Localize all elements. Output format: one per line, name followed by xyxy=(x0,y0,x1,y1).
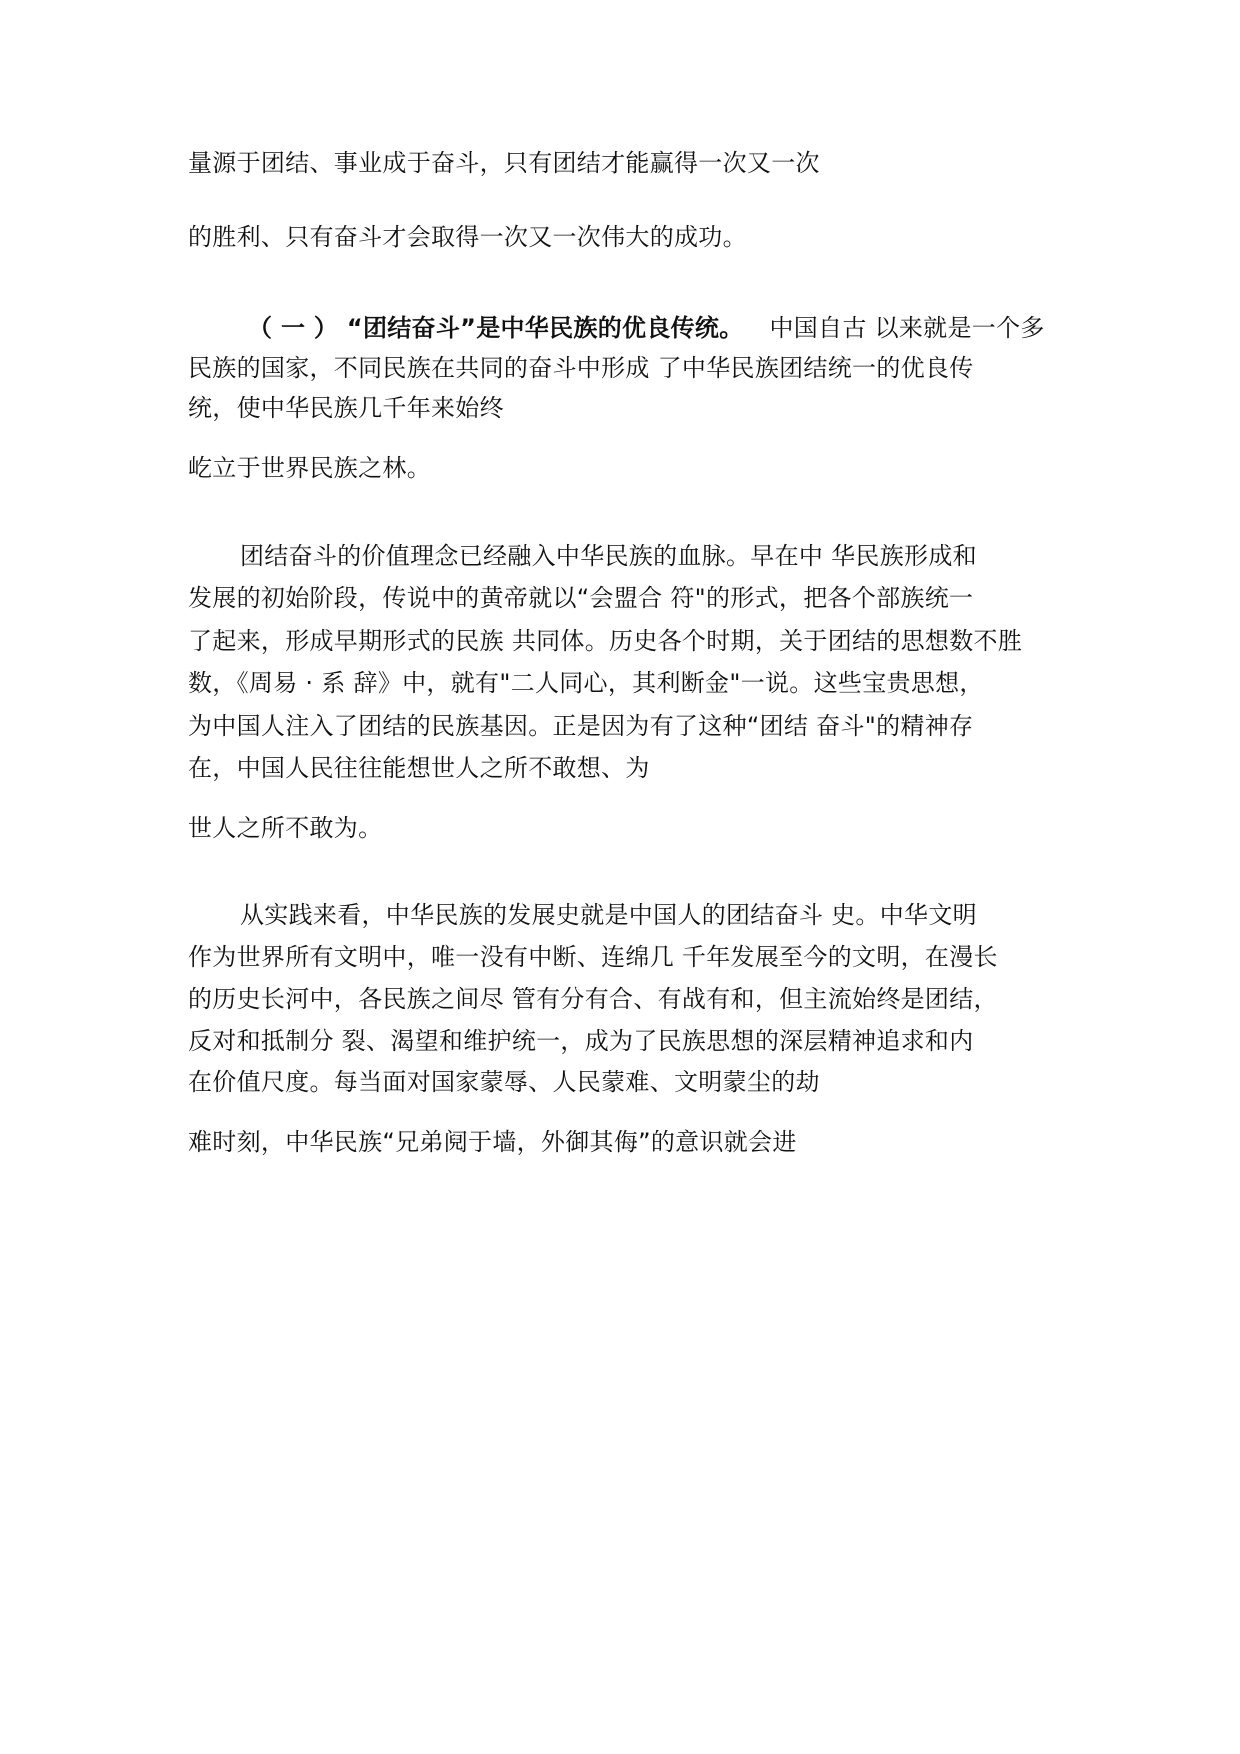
text-line: 了起来，形成早期形式的民族 共同体。历史各个时期，关于团结的思想数不胜 xyxy=(188,627,1023,655)
text-line: 为中国人注入了团结的民族基因。正是因为有了这种“团结 奋斗"的精神存 xyxy=(188,712,974,740)
text-line: 量源于团结、事业成于奋斗，只有团结才能赢得一次又一次 xyxy=(188,149,820,177)
text-line: 反对和抵制分 裂、渴望和维护统一，成为了民族思想的深层精神追求和内 xyxy=(188,1027,974,1055)
text-line: 的历史长河中，各民族之间尽 管有分有合、有战有和，但主流始终是团结， xyxy=(188,985,998,1013)
text-line: 中国自古 以来就是一个多 xyxy=(769,314,1045,342)
text-line: 的胜利、只有奋斗才会取得一次又一次伟大的成功。 xyxy=(188,223,747,251)
text-line: 在价值尺度。每当面对国家蒙辱、人民蒙难、文明蒙尘的劫 xyxy=(188,1068,820,1096)
text-line: 发展的初始阶段，传说中的黄帝就以“会盟合 符"的形式，把各个部族统一 xyxy=(188,584,974,612)
text-line: 屹立于世界民族之林。 xyxy=(188,454,431,482)
text-line: 作为世界所有文明中，唯一没有中断、连绵几 千年发展至今的文明，在漫长 xyxy=(188,943,998,971)
section-heading-line xyxy=(248,313,1045,343)
text-line: 从实践来看，中华民族的发展史就是中国人的团结奋斗 史。中华文明 xyxy=(240,901,977,929)
section-heading: （ 一 ） “团结奋斗”是中华民族的优良传统。 xyxy=(248,314,744,342)
text-line: 数，《周易 · 系 辞》中，就有"二人同心，其利断金"一说。这些宝贵思想， xyxy=(188,669,984,697)
text-line: 在，中国人民往往能想世人之所不敢想、为 xyxy=(188,754,650,782)
text-line: 世人之所不敢为。 xyxy=(188,814,383,842)
text-line: 民族的国家，不同民族在共同的奋斗中形成 了中华民族团结统一的优良传 xyxy=(188,354,974,382)
text-line: 团结奋斗的价值理念已经融入中华民族的血脉。早在中 华民族形成和 xyxy=(240,542,977,570)
text-line: 统，使中华民族几千年来始终 xyxy=(188,394,504,422)
text-line: 难时刻，中华民族“兄弟阋于墙，外御其侮”的意识就会进 xyxy=(188,1128,797,1156)
